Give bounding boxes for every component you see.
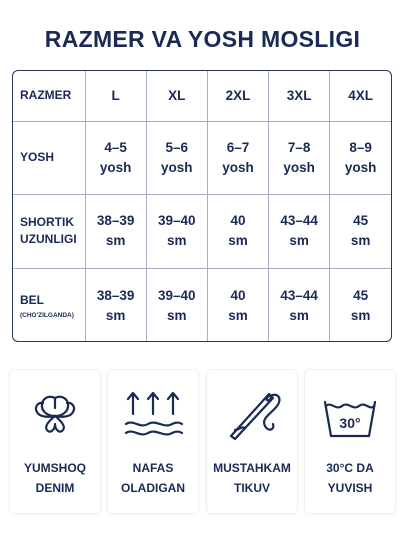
feature-label: 30°C DA YUVISH — [326, 461, 374, 496]
size-cell: 2XL — [207, 71, 268, 121]
row-label-razmer: RAZMER — [13, 71, 85, 121]
row-label-bel: BEL (CHO'ZILGANDA) — [13, 268, 85, 342]
size-cell: 4XL — [330, 71, 391, 121]
length-cell: 45 sm — [330, 194, 391, 268]
size-cell: 3XL — [269, 71, 330, 121]
length-cell: 40 sm — [207, 194, 268, 268]
waist-cell: 43–44 sm — [269, 268, 330, 342]
cotton-flower-icon — [10, 384, 100, 444]
table-row-razmer — [13, 71, 391, 121]
size-cell: L — [85, 71, 146, 121]
length-cell: 38–39 sm — [85, 194, 146, 268]
size-table — [12, 70, 392, 342]
breathable-arrows-icon — [108, 384, 198, 444]
feature-label: MUSTAHKAM TIKUV — [213, 461, 291, 496]
feature-card-strong-seam — [207, 370, 297, 513]
row-label-bel-note: (CHO'ZILGANDA) — [20, 311, 74, 319]
length-cell: 39–40 sm — [146, 194, 207, 268]
waist-cell: 45 sm — [330, 268, 391, 342]
waist-cell: 39–40 sm — [146, 268, 207, 342]
feature-card-breathable — [108, 370, 198, 513]
needle-thread-icon — [207, 384, 297, 444]
age-cell: 7–8 yosh — [269, 121, 330, 194]
feature-card-wash-30 — [305, 370, 395, 513]
age-cell: 5–6 yosh — [146, 121, 207, 194]
age-cell: 4–5 yosh — [85, 121, 146, 194]
row-label-shortik: SHORTIK UZUNLIGI — [13, 194, 85, 268]
wash-30-icon — [305, 384, 395, 444]
feature-label: YUMSHOQ DENIM — [23, 461, 86, 496]
age-cell: 6–7 yosh — [207, 121, 268, 194]
waist-cell: 40 sm — [207, 268, 268, 342]
table-row-shortik — [13, 194, 391, 268]
page-title: RAZMER VA YOSH MOSLIGI — [44, 26, 361, 52]
age-cell: 8–9 yosh — [330, 121, 391, 194]
table-row-yosh — [13, 121, 391, 194]
row-label-yosh: YOSH — [13, 121, 85, 194]
wash-temp-text: 30° — [339, 415, 361, 431]
size-cell: XL — [146, 71, 207, 121]
length-cell: 43–44 sm — [269, 194, 330, 268]
waist-cell: 38–39 sm — [85, 268, 146, 342]
feature-label: NAFAS OLADIGAN — [121, 461, 185, 496]
table-row-bel — [13, 268, 391, 342]
feature-card-soft-denim — [10, 370, 100, 513]
